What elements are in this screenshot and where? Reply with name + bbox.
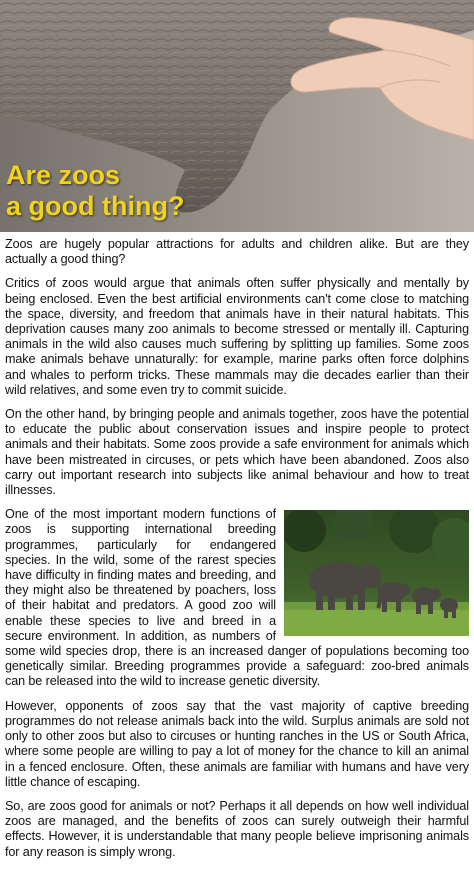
paragraph-opponents: However, opponents of zoos say that the vast majority of captive breeding programmes do not release animals back into the wild. Surplus animals are sold not only to other zoos but also to circuses or hunting ranches in the US or South Africa, where some people are willing to pay a lot of money for the chance to kill an animal in a fenced enclosure. Often, these animals are familiar with humans and have very little chance of escaping. [5, 698, 469, 789]
title-line-1: Are zoos [6, 160, 121, 190]
elephant-herd-photo [284, 510, 469, 636]
paragraph-intro: Zoos are hugely popular attractions for adults and children alike. But are they actually a good thing? [5, 237, 469, 267]
paragraph-breeding: One of the most important modern functions of zoos is supporting international breeding programmes, particularly for endangered species. In the wild, some of the rarest species have difficulty in finding mates and breeding, and they might also be threatened by poachers, loss of their habitat and predators. A good zoo will enable these species to live and breed in a secure environment. In addition, as numbers of some wild species drop, there is an increased danger of populations becoming too genetically similar. Breeding programmes provide a safeguard: zoo-bred animals can be released into the wild to increase genetic diversity. [5, 507, 469, 689]
elephant-herd-icon [284, 510, 469, 636]
paragraph-critics: Critics of zoos would argue that animals often suffer physically and mentally by being enclosed. Even the best artificial environments can't come close to matching the space, diversity, and freedom that animals have in their natural habitats. This deprivation causes many zoo animals to become stressed or mentally ill. Capturing animals in the wild also causes much suffering by splitting up families. Some zoos make animals behave unnaturally: for example, marine parks often force dolphins and whales to perform tricks. These mammals may die decades earlier than their wild relatives, and some even try to commit suicide. [5, 276, 469, 397]
paragraph-other-hand: On the other hand, by bringing people and animals together, zoos have the potential to educate the public about conservation issues and inspire people to protect animals and their habitats. Some zoos provide a safe environment for animals which have been mistreated in circuses, or pets which have been abandoned. Zoos also carry out important research into subjects like animal behaviour and how to treat illnesses. [5, 407, 469, 498]
article-body [0, 232, 474, 860]
hero-banner [0, 0, 474, 232]
title-line-2: a good thing? [6, 191, 185, 221]
paragraph-conclusion: So, are zoos good for animals or not? Perhaps it all depends on how well individual zoos are managed, and the benefits of zoos can surely outweigh their harmful effects. However, it is understandable that many people believe imprisoning animals for any reason is simply wrong. [5, 798, 469, 859]
page-title [6, 160, 184, 222]
